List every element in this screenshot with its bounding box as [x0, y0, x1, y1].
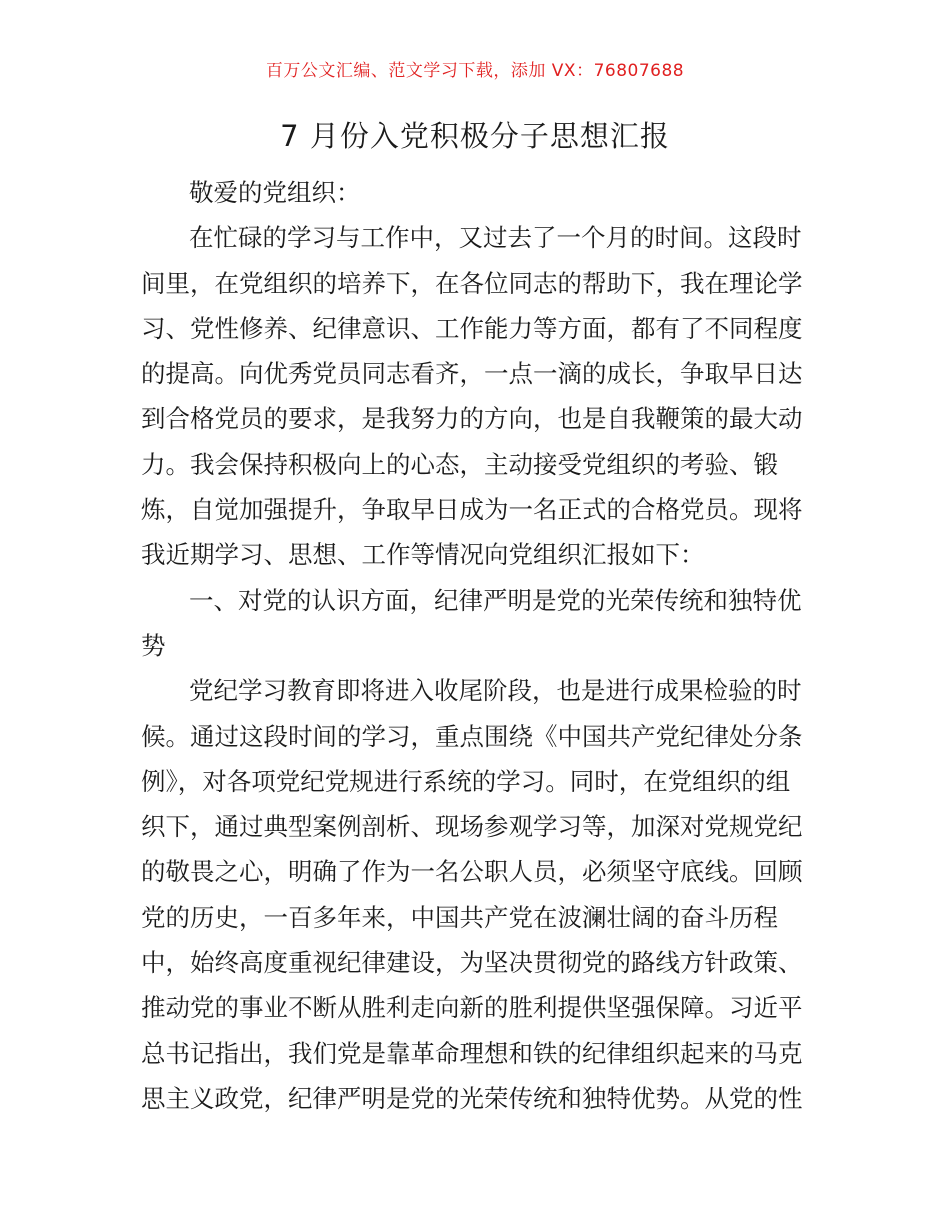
salutation: 敬爱的党组织： — [189, 178, 361, 207]
paragraph-line: 的敬畏之心，明确了作为一名公职人员，必须坚守底线。回顾 — [141, 857, 803, 887]
paragraph-line: 中，始终高度重视纪律建设，为坚决贯彻党的路线方针政策、 — [141, 948, 803, 978]
heading-line: 一、对党的认识方面，纪律严明是党的光荣传统和独特优 — [189, 585, 802, 615]
paragraph-line: 党的历史，一百多年来，中国共产党在波澜壮阔的奋斗历程 — [141, 902, 778, 932]
paragraph-line: 习、党性修养、纪律意识、工作能力等方面，都有了不同程度 — [141, 313, 803, 343]
paragraph-line: 织下，通过典型案例剖析、现场参观学习等，加深对党规党纪 — [141, 812, 803, 842]
paragraph-line: 党纪学习教育即将进入收尾阶段，也是进行成果检验的时 — [189, 676, 802, 706]
header-watermark-note: 百万公文汇编、范文学习下载，添加 VX：76807688 — [265, 61, 685, 81]
paragraph-line: 思主义政党，纪律严明是党的光荣传统和独特优势。从党的性 — [141, 1083, 803, 1113]
paragraph-line: 推动党的事业不断从胜利走向新的胜利提供坚强保障。习近平 — [141, 993, 803, 1023]
paragraph-2 — [141, 668, 811, 1121]
paragraph-line: 力。我会保持积极向上的心态，主动接受党组织的考验、锻 — [141, 449, 778, 479]
paragraph-line: 炼，自觉加强提升，争取早日成为一名正式的合格党员。现将 — [141, 495, 803, 525]
paragraph-1 — [141, 215, 811, 577]
paragraph-line: 的提高。向优秀党员同志看齐，一点一滴的成长，争取早日达 — [141, 359, 803, 389]
heading-line: 势 — [141, 630, 166, 660]
paragraph-line: 总书记指出，我们党是靠革命理想和铁的纪律组织起来的马克 — [141, 1038, 803, 1068]
section-heading — [141, 578, 811, 669]
paragraph-line: 我近期学习、思想、工作等情况向党组织汇报如下： — [141, 540, 705, 570]
paragraph-line: 到合格党员的要求，是我努力的方向，也是自我鞭策的最大动 — [141, 404, 803, 434]
paragraph-line: 候。通过这段时间的学习，重点围绕《中国共产党纪律处分条 — [141, 721, 803, 751]
paragraph-line: 间里，在党组织的培养下，在各位同志的帮助下，我在理论学 — [141, 268, 803, 298]
paragraph-line: 例》，对各项党纪党规进行系统的学习。同时，在党组织的组 — [141, 766, 791, 796]
page-title: 7 月份入党积极分子思想汇报 — [280, 119, 670, 153]
document-body — [141, 170, 811, 1121]
paragraph-line: 在忙碌的学习与工作中，又过去了一个月的时间。这段时 — [189, 223, 802, 253]
